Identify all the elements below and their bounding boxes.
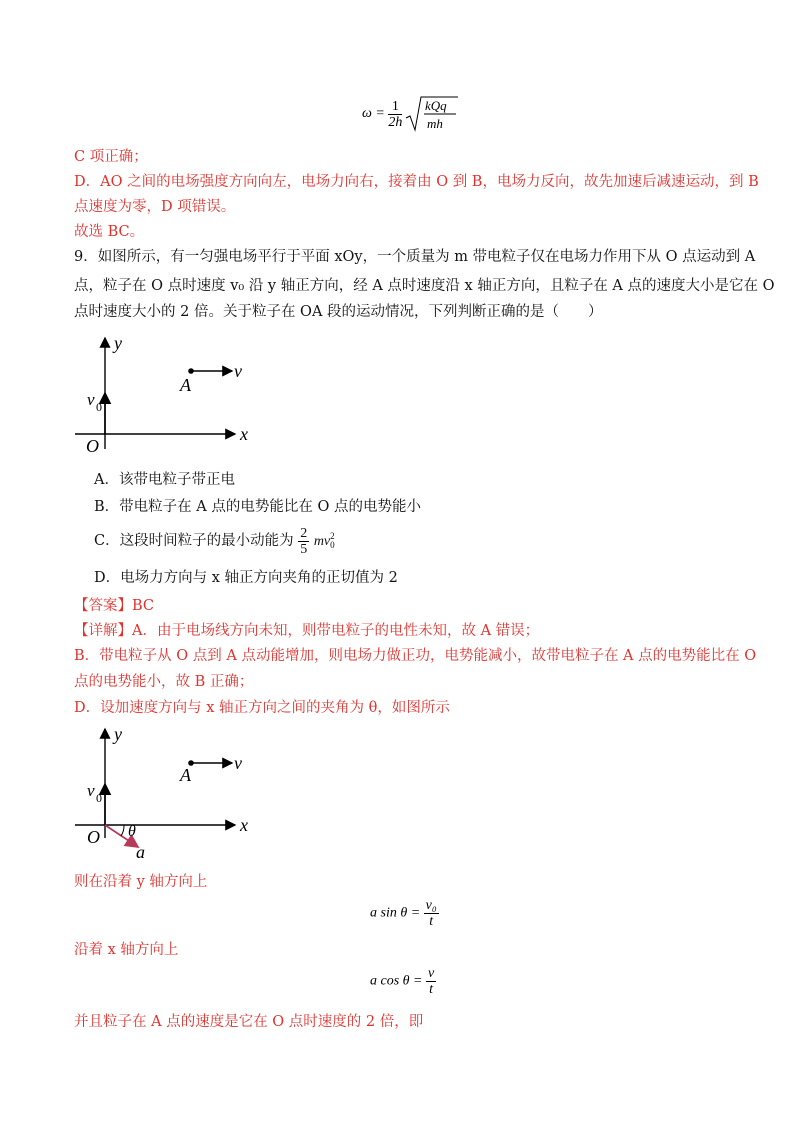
a-vector-label: a bbox=[136, 842, 145, 862]
d-explain-line1: D．AO 之间的电场强度方向向左，电场力向右，接着由 O 到 B，电场力反向，故先加速后减速运动，到 B bbox=[74, 174, 759, 190]
sqrt-sign bbox=[406, 96, 458, 132]
v-label: v bbox=[234, 361, 242, 381]
a-point-label: A bbox=[180, 375, 191, 395]
option-b: B．带电粒子在 A 点的电势能比在 O 点的电势能小 bbox=[94, 499, 421, 515]
q9-line1: 9．如图所示，有一匀强电场平行于平面 xOy，一个质量为 m 带电粒子仅在电场力作用下从 O 点运动到 A bbox=[74, 249, 756, 265]
omega-fraction: $\frac{1}{2h}$ bbox=[388, 98, 403, 130]
v0-sub-label-2: 0 bbox=[96, 791, 102, 805]
omega-formula bbox=[362, 96, 458, 132]
sqrt-expression bbox=[406, 96, 458, 132]
answer-label: 【答案】BC bbox=[74, 598, 155, 614]
option-c-fraction: $\frac{2}{5}$ bbox=[300, 525, 308, 557]
v0-sub-label: 0 bbox=[96, 400, 102, 414]
origin-label: O bbox=[86, 436, 99, 456]
v0-label-2: v bbox=[87, 781, 95, 800]
detail-d-line: D．设加速度方向与 x 轴正方向之间的夹角为 θ，如图所示 bbox=[74, 700, 450, 716]
v0-label: v bbox=[87, 390, 95, 409]
q9-line3: 点时速度大小的 2 倍。关于粒子在 OA 段的运动情况，下列判断正确的是（ ） bbox=[74, 304, 603, 320]
figure-2 bbox=[70, 726, 270, 866]
option-c bbox=[94, 524, 335, 559]
q9-line2: 点，粒子在 O 点时速度 v₀ 沿 y 轴正方向，经 A 点时速度沿 x 轴正方向，且粒子在 A 点的速度大小是它在 O bbox=[74, 278, 775, 294]
omega-lhs: ω = bbox=[362, 106, 385, 122]
option-d: D．电场力方向与 x 轴正方向夹角的正切值为 2 bbox=[94, 570, 398, 586]
x-label: x bbox=[240, 424, 248, 444]
final-line: 并且粒子在 A 点的速度是它在 O 点时速度的 2 倍，即 bbox=[74, 1014, 424, 1030]
detail-a-line: 【详解】A．由于电场线方向未知，则带电粒子的电性未知，故 A 错误； bbox=[74, 623, 540, 639]
theta-arc bbox=[121, 825, 124, 836]
detail-b-line2: 点的电势能小，故 B 正确； bbox=[74, 674, 254, 690]
c-correct-line: C 项正确； bbox=[74, 149, 148, 165]
origin-label-2: O bbox=[87, 827, 100, 847]
v-label-2: v bbox=[234, 753, 242, 773]
option-c-mv: mv bbox=[313, 534, 331, 549]
sqrt-den: mh bbox=[426, 116, 443, 131]
y-label-2: y bbox=[114, 724, 122, 744]
x-label-2: x bbox=[240, 815, 248, 835]
choose-bc-line: 故选 BC。 bbox=[74, 224, 145, 240]
y-direction-line: 则在沿着 y 轴方向上 bbox=[74, 874, 208, 890]
d-explain-line2: 点速度为零，D 项错误。 bbox=[74, 199, 236, 215]
eq-a-sin: a sin θ = $\frac{\text{v₀}}{t}$ bbox=[370, 898, 437, 929]
option-c-prefix: C．这段时间粒子的最小动能为 bbox=[94, 533, 294, 549]
sqrt-num: kQq bbox=[424, 98, 447, 113]
y-label: y bbox=[114, 333, 122, 353]
x-direction-line: 沿着 x 轴方向上 bbox=[74, 942, 179, 958]
option-a: A．该带电粒子带正电 bbox=[94, 472, 235, 488]
detail-b-line1: B．带电粒子从 O 点到 A 点动能增加，则电场力做正功，电势能减小，故带电粒子在 A 点的电势能比在 O bbox=[74, 648, 757, 664]
theta-label: θ bbox=[128, 823, 136, 840]
option-c-scripts: 2 0 bbox=[330, 531, 335, 550]
eq-a-cos: a cos θ = $\frac{v}{t}$ bbox=[370, 966, 435, 997]
figure-1 bbox=[70, 335, 270, 455]
a-point-label-2: A bbox=[180, 765, 191, 785]
